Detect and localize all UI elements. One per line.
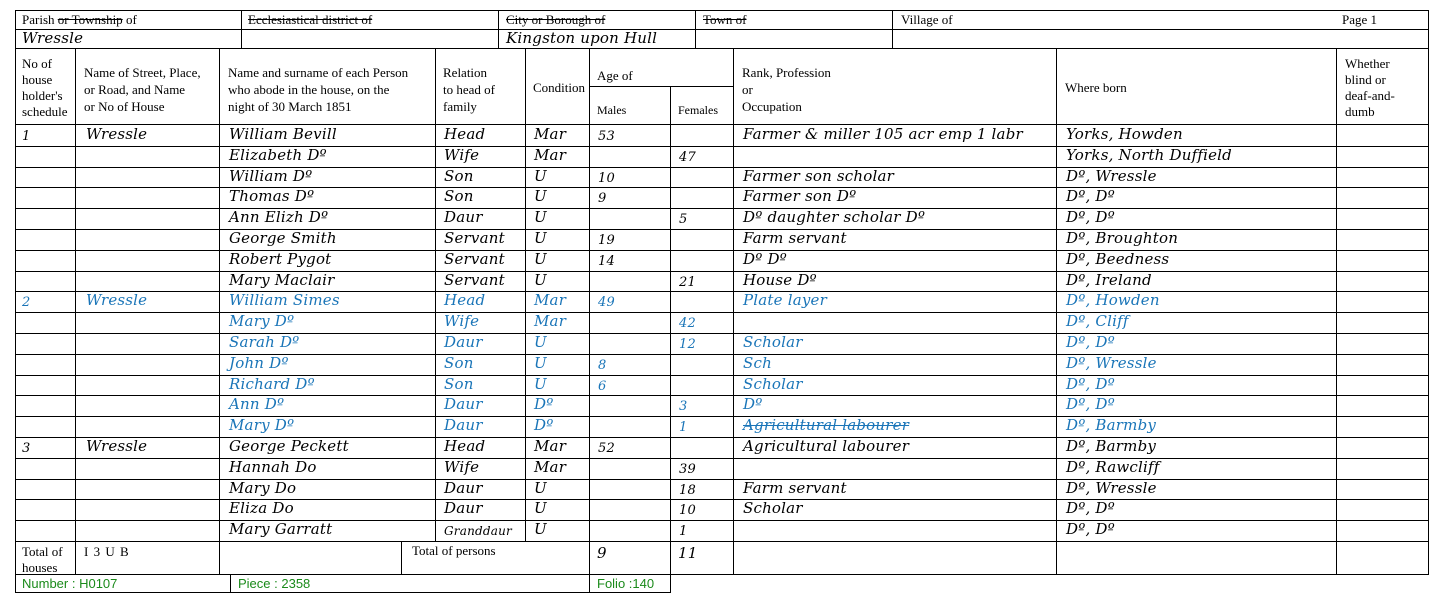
row-condition: U — [534, 166, 547, 185]
row-females: 21 — [679, 274, 696, 290]
row-name: Mary Garratt — [229, 520, 333, 539]
col-header-street: Name of Street, Place, or Road, and Name or No of House — [84, 65, 201, 114]
col-header-where-born: Where born — [1065, 80, 1127, 95]
row-where-born: Dº, Beedness — [1066, 249, 1170, 268]
row-females: 18 — [679, 482, 696, 498]
row-schedule: 1 — [22, 129, 31, 144]
table-row — [0, 291, 1444, 312]
row-males: 49 — [598, 295, 615, 311]
row-occupation: Dº — [743, 395, 763, 414]
row-occupation: Agricultural labourer — [743, 416, 910, 435]
row-condition: U — [534, 270, 547, 289]
row-males: 9 — [598, 191, 607, 207]
row-street: Wressle — [86, 437, 148, 455]
row-relation: Wife — [444, 312, 480, 331]
row-relation: Son — [444, 374, 474, 393]
ecclesiastical-district-label: Ecclesiastical district of — [248, 12, 373, 27]
row-relation: Daur — [444, 208, 483, 227]
row-name: William Bevill — [229, 125, 337, 143]
row-where-born: Dº, Rawcliff — [1066, 457, 1160, 476]
row-name: Elizabeth Dº — [229, 145, 327, 164]
row-name: John Dº — [229, 353, 289, 372]
row-name: Richard Dº — [229, 374, 315, 393]
row-relation: Son — [444, 166, 474, 185]
table-row — [0, 354, 1444, 375]
row-occupation: Plate layer — [743, 291, 827, 310]
table-row — [0, 333, 1444, 354]
row-relation: Daur — [444, 416, 483, 435]
table-row — [0, 187, 1444, 208]
table-row — [0, 167, 1444, 188]
row-relation: Daur — [444, 333, 483, 351]
row-where-born: Dº, Cliff — [1066, 312, 1129, 331]
row-relation: Wife — [444, 145, 480, 164]
row-occupation: House Dº — [743, 270, 817, 289]
row-where-born: Yorks, Howden — [1066, 125, 1183, 143]
row-occupation: Farm servant — [743, 229, 847, 247]
col-header-condition: Condition — [533, 80, 586, 95]
row-relation: Servant — [444, 229, 505, 247]
row-name: Ann Dº — [229, 395, 285, 414]
row-schedule: 2 — [22, 295, 31, 311]
row-schedule: 3 — [22, 441, 31, 456]
row-males: 52 — [598, 441, 615, 456]
row-name: Robert Pygot — [229, 249, 332, 268]
row-males: 6 — [598, 378, 607, 394]
row-occupation: Dº daughter scholar Dº — [743, 208, 926, 227]
page-number: Page 1 — [1342, 12, 1378, 27]
row-condition: U — [534, 374, 547, 393]
row-occupation: Sch — [743, 353, 772, 372]
row-street: Wressle — [86, 291, 148, 310]
row-condition: Mar — [534, 145, 567, 164]
parish-label: Parish or Township of — [22, 12, 137, 27]
row-females: 5 — [679, 212, 688, 228]
row-females: 3 — [679, 399, 688, 415]
row-condition: Mar — [534, 457, 567, 476]
row-males: 53 — [598, 129, 615, 144]
row-name: Sarah Dº — [229, 333, 300, 351]
row-males: 10 — [598, 170, 615, 186]
row-relation: Servant — [444, 270, 505, 289]
row-relation: Granddaur — [444, 524, 512, 539]
table-row — [0, 520, 1444, 541]
table-row — [0, 416, 1444, 437]
row-females: 12 — [679, 337, 696, 352]
row-condition: U — [534, 353, 547, 372]
total-houses-label: Total of houses — [22, 544, 63, 575]
row-condition: Dº — [534, 395, 554, 414]
total-males: 9 — [597, 544, 607, 562]
row-females: 47 — [679, 149, 696, 165]
footer-piece: Piece : 2358 — [238, 576, 311, 591]
row-relation: Daur — [444, 478, 483, 497]
row-condition: Mar — [534, 312, 567, 331]
row-where-born: Dº, Broughton — [1066, 229, 1179, 247]
row-condition: Mar — [534, 437, 567, 455]
village-label: Village of — [901, 12, 953, 27]
row-condition: U — [534, 499, 547, 518]
row-where-born: Dº, Dº — [1066, 520, 1115, 539]
row-name: William Simes — [229, 291, 340, 310]
row-condition: U — [534, 520, 547, 539]
row-name: Mary Maclair — [229, 270, 335, 289]
row-females: 42 — [679, 316, 696, 332]
table-row — [0, 208, 1444, 229]
total-persons-label: Total of persons — [412, 543, 496, 558]
row-occupation: Scholar — [743, 499, 803, 518]
row-where-born: Dº, Wressle — [1066, 478, 1157, 497]
row-relation: Daur — [444, 499, 483, 518]
footer-number: Number : H0107 — [22, 576, 118, 591]
row-name: Eliza Do — [229, 499, 294, 518]
row-relation: Daur — [444, 395, 483, 414]
row-males: 19 — [598, 233, 615, 248]
row-occupation: Farmer son Dº — [743, 187, 857, 206]
total-females: 11 — [678, 544, 698, 562]
row-occupation: Scholar — [743, 374, 803, 393]
table-row — [0, 375, 1444, 396]
col-header-males: Males — [597, 103, 627, 117]
row-name: George Peckett — [229, 437, 349, 455]
col-header-age-of: Age of — [597, 68, 633, 83]
row-condition: Mar — [534, 125, 567, 143]
town-label: Town of — [703, 12, 747, 27]
row-relation: Son — [444, 353, 474, 372]
col-header-schedule: No of house holder's schedule — [22, 56, 68, 119]
row-where-born: Dº, Howden — [1066, 291, 1160, 310]
row-condition: Mar — [534, 291, 567, 310]
row-condition: U — [534, 229, 547, 247]
row-condition: U — [534, 333, 547, 351]
row-where-born: Dº, Dº — [1066, 374, 1115, 393]
table-row — [0, 250, 1444, 271]
table-row — [0, 229, 1444, 250]
row-condition: U — [534, 478, 547, 497]
row-where-born: Dº, Barmby — [1066, 437, 1157, 455]
table-row — [0, 271, 1444, 292]
row-where-born: Dº, Dº — [1066, 499, 1115, 518]
row-where-born: Yorks, North Duffield — [1066, 145, 1232, 164]
table-row — [0, 437, 1444, 458]
row-where-born: Dº, Dº — [1066, 187, 1115, 206]
row-condition: U — [534, 249, 547, 268]
row-females: 1 — [679, 524, 688, 540]
row-street: Wressle — [86, 125, 148, 143]
table-row — [0, 458, 1444, 479]
row-relation: Head — [444, 291, 486, 310]
row-males: 14 — [598, 253, 615, 269]
row-where-born: Dº, Dº — [1066, 333, 1115, 351]
row-relation: Wife — [444, 457, 480, 476]
row-name: George Smith — [229, 229, 337, 247]
col-header-name: Name and surname of each Person who abode in the house, on the night of 30 March 1851 — [228, 65, 409, 114]
row-name: Mary Do — [229, 478, 297, 497]
row-relation: Head — [444, 437, 486, 455]
row-females: 39 — [679, 461, 696, 477]
table-row — [0, 499, 1444, 520]
row-occupation: Farmer & miller 105 acr emp 1 labr — [743, 125, 1023, 143]
table-row — [0, 312, 1444, 333]
row-condition: U — [534, 187, 547, 206]
table-row — [0, 479, 1444, 500]
col-header-occupation: Rank, Profession or Occupation — [742, 65, 831, 114]
footer-folio: Folio :140 — [597, 576, 655, 591]
row-females: 1 — [679, 420, 688, 436]
parish-value: Wressle — [22, 29, 84, 47]
row-where-born: Dº, Dº — [1066, 208, 1115, 227]
city-borough-value: Kingston upon Hull — [506, 29, 658, 47]
row-males: 8 — [598, 357, 607, 373]
row-where-born: Dº, Ireland — [1066, 270, 1152, 289]
table-row — [0, 125, 1444, 146]
row-where-born: Dº, Wressle — [1066, 353, 1157, 372]
row-name: Thomas Dº — [229, 187, 315, 206]
col-header-relation: Relation to head of family — [443, 65, 495, 114]
col-header-blind: Whether blind or deaf-and- dumb — [1345, 56, 1395, 119]
row-occupation: Dº Dº — [743, 249, 787, 268]
row-where-born: Dº, Dº — [1066, 395, 1115, 414]
table-row — [0, 395, 1444, 416]
row-females: 10 — [679, 503, 696, 519]
row-name: Mary Dº — [229, 416, 295, 435]
total-houses-value: I 3 U B — [84, 544, 130, 559]
row-where-born: Dº, Wressle — [1066, 166, 1157, 185]
col-header-females: Females — [678, 103, 718, 117]
row-occupation: Scholar — [743, 333, 803, 351]
row-where-born: Dº, Barmby — [1066, 416, 1157, 435]
row-occupation: Agricultural labourer — [743, 437, 910, 455]
row-relation: Head — [444, 125, 486, 143]
row-name: Mary Dº — [229, 312, 295, 331]
row-relation: Son — [444, 187, 474, 206]
row-condition: U — [534, 208, 547, 227]
city-borough-label: City or Borough of — [506, 12, 606, 27]
row-name: Ann Elizh Dº — [229, 208, 329, 227]
row-occupation: Farmer son scholar — [743, 166, 894, 185]
row-occupation: Farm servant — [743, 478, 847, 497]
row-name: William Dº — [229, 166, 313, 185]
row-condition: Dº — [534, 416, 554, 435]
row-name: Hannah Do — [229, 457, 317, 476]
row-relation: Servant — [444, 249, 505, 268]
table-row — [0, 146, 1444, 167]
